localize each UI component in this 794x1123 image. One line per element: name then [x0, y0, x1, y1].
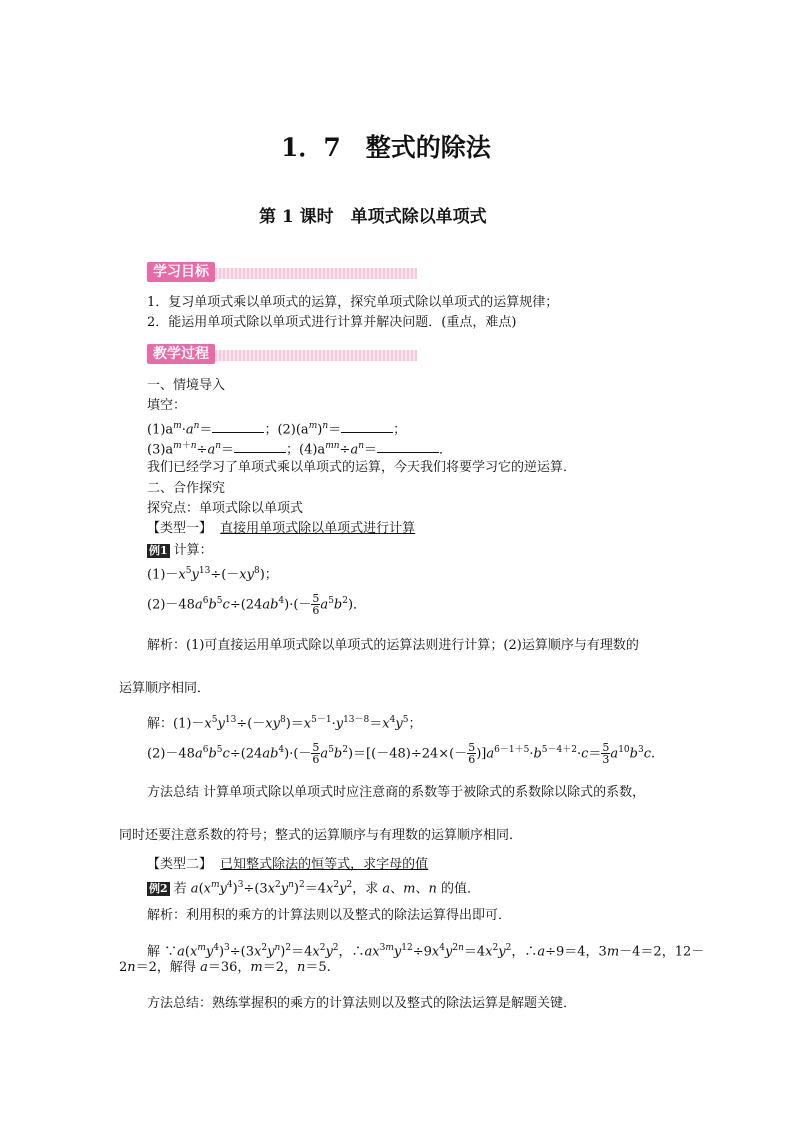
example-2-analysis: 解析：利用积的乘方的计算法则以及整式的除法运算得出即可． [147, 908, 512, 923]
example-2-tag: 例2 [149, 882, 168, 896]
page-title: 1．7 整式的除法 [281, 133, 491, 162]
blank-1[interactable] [212, 420, 264, 433]
example-1-solution-2: $(2)-48a^6b^5c\div(24ab^4)\cdot(-$ $\frac{5}{6}$ $a^5b^2)=[(-48)\div 24\times(-$ $\frac{5}{6}$ )]$a^{6-1+5}\cdot b^{5-4+2}\cdot c=$ $\frac{5}{3}$ $a^{10}b^3c$. [147, 741, 656, 767]
blank-3[interactable] [234, 440, 286, 453]
example-1-solution-1: 解：$(1)-x^5y^{13}\div(-xy^8)=x^{5-1}\cdot y^{13-8}=x^4y^5$； [147, 715, 422, 732]
process-banner [147, 344, 417, 366]
example-1-heading: 例1 计算： [149, 543, 213, 558]
method-summary-1-line-1: 方法总结 计算单项式除以单项式时应注意商的系数等于被除式的系数除以除式的系数， [147, 785, 646, 800]
process-banner-label: 教学过程 [147, 344, 215, 364]
blank-4[interactable] [377, 440, 439, 453]
goal-item-1: 1．复习单项式乘以单项式的运算，探究单项式除以单项式的运算规律； [147, 295, 559, 310]
example-1-problem-2: $(2)-48a^6b^5c\div(24ab^4)\cdot(-$ $\frac{5}{6}$ $a^5b^2$)． [147, 592, 367, 618]
example-2-problem: 例2 若 $a(x^my^4)^3\div(3x^2y^n)^2=4x^2y^2$，求 a、m、n 的值． [149, 880, 480, 897]
intro-text: 我们已经学习了单项式乘以单项式的运算，今天我们将要学习它的逆运算． [147, 460, 577, 475]
goals-banner [147, 262, 417, 284]
explore-point: 探究点：单项式除以单项式 [147, 501, 304, 516]
goal-item-2: 2．能运用单项式除以单项式进行计算并解决问题．(重点，难点) [147, 315, 517, 330]
type-1-heading [147, 520, 415, 538]
example-2-solution-line-1: 解 $\because a(x^my^4)^3\div(3x^2y^n)^2=4x^2y^2$，$\therefore ax^{3m}y^{12}\div 9x^4y^{2n}=4x^2y^2$，∴a÷9＝4，3m－4＝2，12－ [147, 943, 705, 960]
goals-banner-label: 学习目标 [147, 262, 215, 282]
fill-line-2: $(3)a^{m+n}\div a^n=$ ；$(4)a^{mn}\div a^n=$ ． [147, 441, 453, 458]
section-heading-intro: 一、情境导入 [147, 378, 226, 393]
section-heading-explore: 二、合作探究 [147, 481, 226, 496]
type-1-title: 直接用单项式除以单项式进行计算 [220, 521, 416, 536]
example-1-analysis-line-1: 解析：(1)可直接运用单项式除以单项式的运算法则进行计算；(2)运算顺序与有理数的 [147, 638, 639, 653]
lesson-subtitle: 第 1 课时 单项式除以单项式 [259, 207, 487, 227]
method-summary-1-line-2: 同时还要注意系数的符号；整式的运算顺序与有理数的运算顺序相同． [119, 828, 523, 843]
example-1-analysis-line-2: 运算顺序相同． [119, 681, 211, 696]
fill-label: 填空： [147, 398, 187, 413]
example-1-problem-1: $(1)-x^5y^{13}\div(-xy^8)$； [147, 566, 278, 583]
fill-line-1: $(1)a^m\cdot a^n=$ ；$(2)(a^m)^n=$ ； [147, 421, 407, 438]
example-2-solution-line-2: 2n＝2，解得 a＝36，m＝2，n＝5. [119, 960, 331, 975]
type-2-label: 【类型二】 [147, 857, 213, 872]
type-1-label: 【类型一】 [147, 521, 213, 536]
type-2-heading [147, 856, 428, 874]
blank-2[interactable] [341, 420, 393, 433]
example-1-tag: 例1 [149, 544, 168, 557]
type-2-title: 已知整式除法的恒等式，求字母的值 [220, 857, 429, 872]
method-summary-2: 方法总结：熟练掌握积的乘方的计算法则以及整式的除法运算是解题关键． [147, 996, 577, 1011]
